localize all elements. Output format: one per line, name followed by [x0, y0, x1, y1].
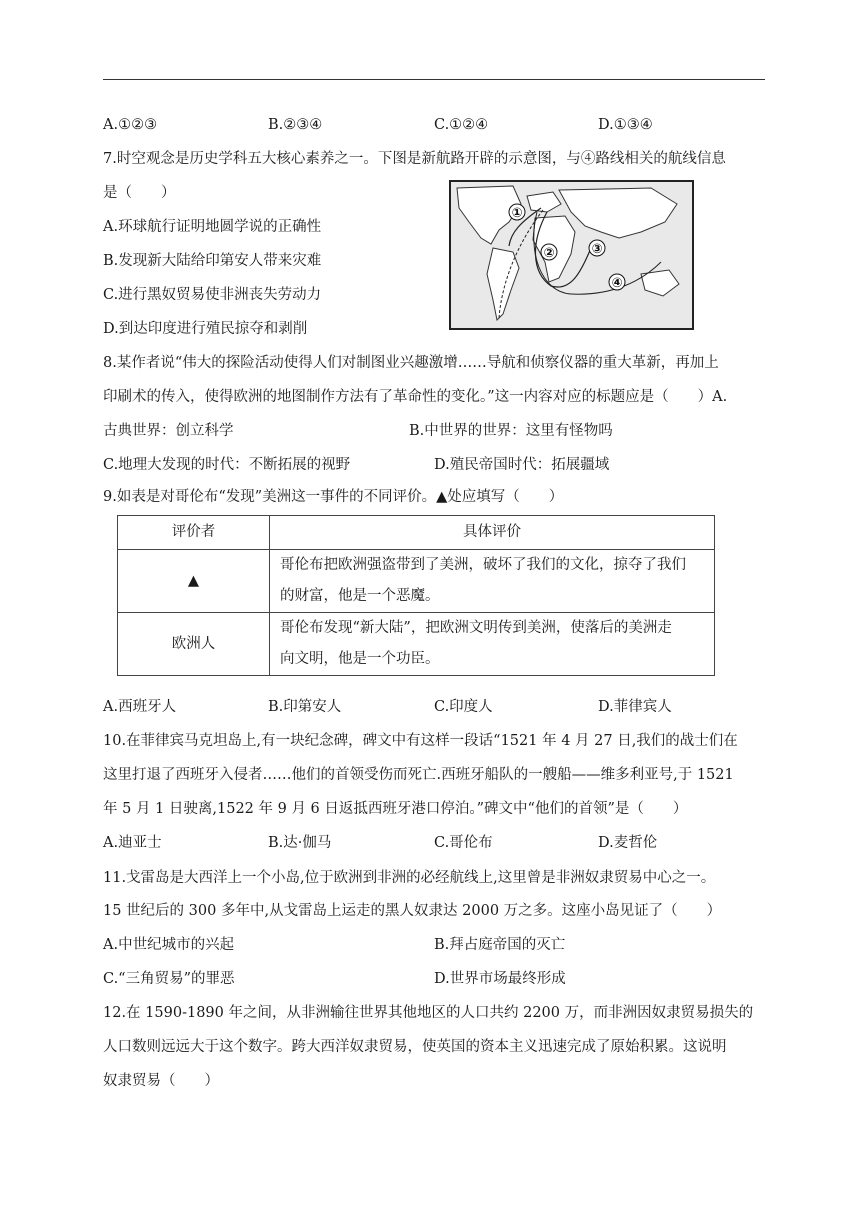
q10-option-c[interactable]: C.哥伦布: [434, 835, 493, 851]
q8-option-b[interactable]: B.中世界的世界：这里有怪物吗: [409, 423, 613, 439]
table-row: [118, 613, 715, 676]
map-label-2: ②: [543, 246, 555, 261]
q7-option-c[interactable]: C.进行黑奴贸易使非洲丧失劳动力: [103, 287, 322, 303]
q7-stem-cont: 是（ ）: [103, 185, 176, 201]
map-label-1: ①: [511, 206, 523, 221]
q11-option-a[interactable]: A.中世纪城市的兴起: [103, 937, 235, 953]
q7-stem: 7.时空观念是历史学科五大核心素养之一。下图是新航路开辟的示意图，与④路线相关的航线信息: [103, 151, 726, 167]
q9-option-a[interactable]: A.西班牙人: [103, 699, 177, 715]
q10-stem-cont: 这里打退了西班牙入侵者……他们的首领受伤而死亡.西班牙船队的一艘船——维多利亚号,于 1521: [103, 767, 734, 783]
q11-stem: 11.戈雷岛是大西洋上一个小岛,位于欧洲到非洲的必经航线上,这里曾是非洲奴隶贸易中心之一。: [103, 870, 716, 886]
table-header-evaluation: 具体评价: [270, 516, 715, 550]
new-routes-map: [449, 180, 694, 330]
q11-option-c[interactable]: C.“三角贸易”的罪恶: [103, 971, 235, 987]
q11-option-b[interactable]: B.拜占庭帝国的灭亡: [434, 937, 566, 953]
q9-option-b[interactable]: B.印第安人: [268, 699, 342, 715]
table-cell-evaluator: 欧洲人: [118, 613, 270, 676]
q6-option-b[interactable]: B.②③④: [268, 117, 323, 133]
q6-option-d[interactable]: D.①③④: [598, 117, 653, 133]
evaluation-line: 的财富，他是一个恶魔。: [280, 588, 440, 604]
q6-option-a[interactable]: A.①②③: [103, 117, 158, 133]
q8-option-a[interactable]: 古典世界：创立科学: [103, 423, 234, 439]
header-rule: [103, 79, 765, 80]
q10-option-b[interactable]: B.达·伽马: [268, 835, 332, 851]
evaluation-table: [117, 515, 715, 676]
q7-option-a[interactable]: A.环球航行证明地圆学说的正确性: [103, 219, 322, 235]
table-header-evaluator: 评价者: [118, 516, 270, 550]
q10-stem: 10.在菲律宾马克坦岛上,有一块纪念碑，碑文中有这样一段话“1521 年 4 月 27 日,我们的战士们在: [103, 733, 738, 749]
q7-option-d[interactable]: D.到达印度进行殖民掠夺和剥削: [103, 321, 308, 337]
q7-option-b[interactable]: B.发现新大陆给印第安人带来灾难: [103, 253, 322, 269]
q11-option-d[interactable]: D.世界市场最终形成: [434, 971, 566, 987]
table-cell-evaluation: [270, 550, 715, 613]
map-label-4: ④: [611, 276, 623, 291]
table-header-row: [118, 516, 715, 550]
q12-stem: 12.在 1590-1890 年之间，从非洲输往世界其他地区的人口共约 2200 万，而非洲因奴隶贸易损失的: [103, 1005, 754, 1021]
q8-option-d[interactable]: D.殖民帝国时代：拓展疆域: [434, 457, 610, 473]
q12-stem-cont: 奴隶贸易（ ）: [103, 1073, 219, 1089]
world-map-graphic: [451, 182, 692, 328]
q6-option-c[interactable]: C.①②④: [434, 117, 489, 133]
q11-stem-cont: 15 世纪后的 300 多年中,从戈雷岛上运走的黑人奴隶达 2000 万之多。这座小岛见证了（ ）: [103, 903, 722, 919]
q10-option-d[interactable]: D.麦哲伦: [598, 835, 658, 851]
q9-stem: 9.如表是对哥伦布“发现”美洲这一事件的不同评价。▲处应填写（ ）: [103, 489, 564, 505]
evaluation-line: 哥伦布发现“新大陆”，把欧洲文明传到美洲，使落后的美洲走: [280, 620, 672, 636]
q10-stem-cont: 年 5 月 1 日驶离,1522 年 9 月 6 日返抵西班牙港口停泊。”碑文中“他们的首领”是（ ）: [103, 801, 688, 817]
evaluation-line: 哥伦布把欧洲强盗带到了美洲，破坏了我们的文化，掠夺了我们: [280, 557, 686, 573]
q10-option-a[interactable]: A.迪亚士: [103, 835, 162, 851]
q12-stem-cont: 人口数则远远大于这个数字。跨大西洋奴隶贸易，使英国的资本主义迅速完成了原始积累。这说明: [103, 1039, 727, 1055]
q8-stem: 8.某作者说“伟大的探险活动使得人们对制图业兴趣激增……导航和侦察仪器的重大革新，再加上: [103, 355, 719, 371]
q8-stem-cont: 印刷术的传入，使得欧洲的地图制作方法有了革命性的变化。”这一内容对应的标题应是（ ）A.: [103, 389, 728, 405]
evaluation-line: 向文明，他是一个功臣。: [280, 651, 440, 667]
q8-option-c[interactable]: C.地理大发现的时代：不断拓展的视野: [103, 457, 351, 473]
q9-option-d[interactable]: D.菲律宾人: [598, 699, 672, 715]
table-row: [118, 550, 715, 613]
table-cell-evaluator: ▲: [118, 550, 270, 613]
q9-option-c[interactable]: C.印度人: [434, 699, 493, 715]
table-cell-evaluation: [270, 613, 715, 676]
map-label-3: ③: [591, 242, 603, 257]
